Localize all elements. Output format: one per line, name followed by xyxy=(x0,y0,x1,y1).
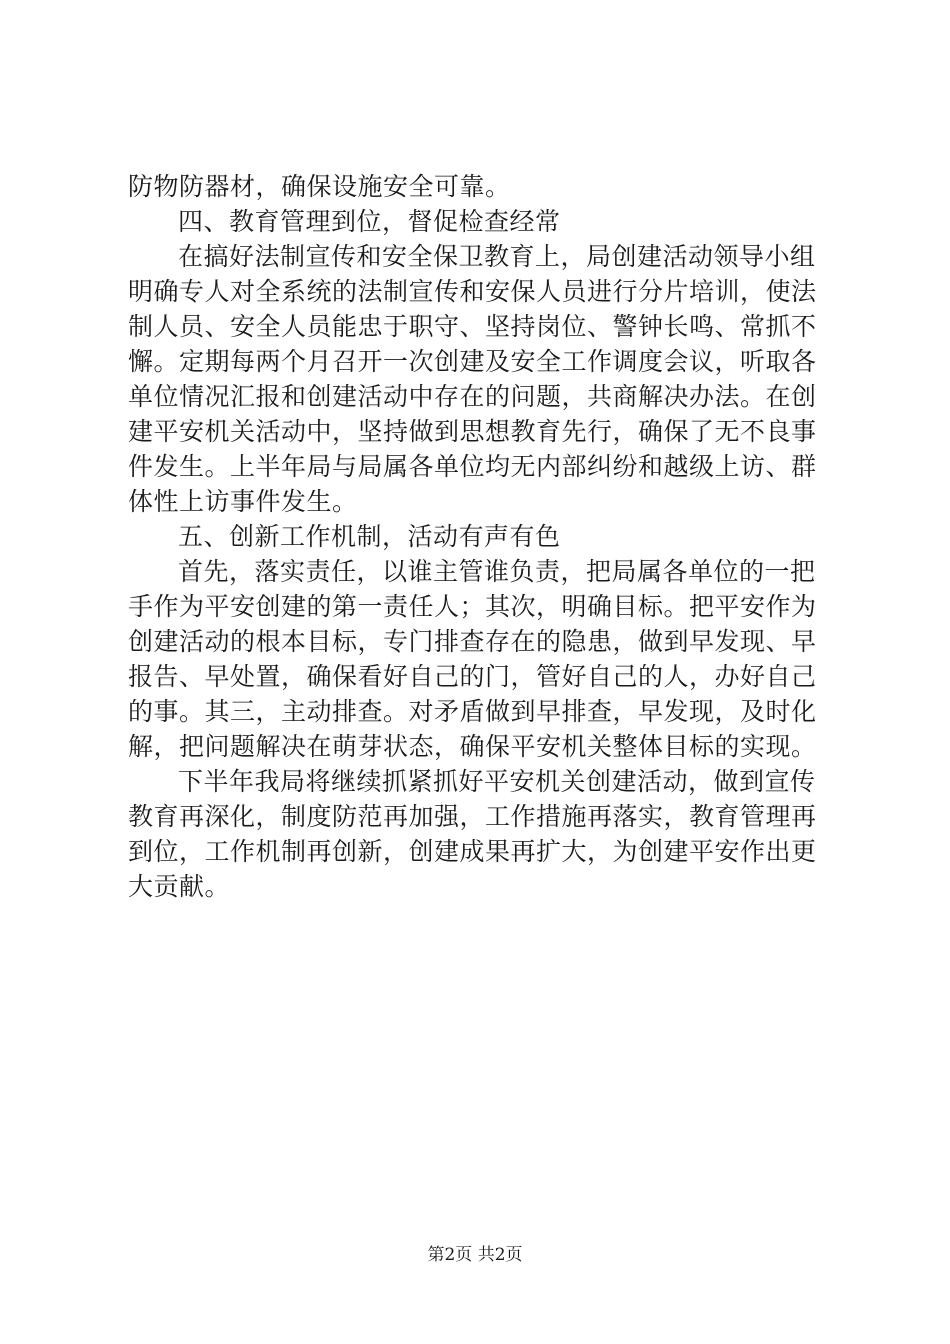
text-line: 首先，落实责任，以谁主管谁负责，把局属各单位的一把 xyxy=(178,557,816,586)
document-body xyxy=(128,169,838,904)
text-line: 解，把问题解决在萌芽状态，确保平安机关整体目标的实现。 xyxy=(128,732,817,761)
text-line: 的事。其三，主动排查。对矛盾做到早排查，早发现，及时化 xyxy=(128,697,817,726)
text-line: 下半年我局将继续抓紧抓好平安机关创建活动，做到宣传 xyxy=(178,767,816,796)
text-line: 体性上访事件发生。 xyxy=(128,487,358,516)
text-line: 制人员、安全人员能忠于职守、坚持岗位、警钟长鸣、常抓不 xyxy=(128,312,817,341)
text-line: 单位情况汇报和创建活动中存在的问题，共商解决办法。在创 xyxy=(128,382,817,411)
page-footer: 第2页 共2页 xyxy=(427,1245,523,1265)
text-line: 明确专人对全系统的法制宣传和安保人员进行分片培训，使法 xyxy=(128,277,817,306)
text-line: 报告、早处置，确保看好自己的门，管好自己的人，办好自己 xyxy=(128,662,817,691)
text-line: 懈。定期每两个月召开一次创建及安全工作调度会议，听取各 xyxy=(128,347,817,376)
text-line: 教育再深化，制度防范再加强，工作措施再落实，教育管理再 xyxy=(128,802,817,831)
text-line: 创建活动的根本目标，专门排查存在的隐患，做到早发现、早 xyxy=(128,627,817,656)
text-line: 到位，工作机制再创新，创建成果再扩大，为创建平安作出更 xyxy=(128,837,817,866)
text-line: 大贡献。 xyxy=(128,872,231,901)
text-line: 防物防器材，确保设施安全可靠。 xyxy=(128,172,511,201)
text-line: 五、创新工作机制，活动有声有色 xyxy=(178,522,561,551)
text-line: 在搞好法制宣传和安全保卫教育上，局创建活动领导小组 xyxy=(178,242,816,271)
text-line: 四、教育管理到位，督促检查经常 xyxy=(178,207,561,236)
text-line: 件发生。上半年局与局属各单位均无内部纠纷和越级上访、群 xyxy=(128,452,817,481)
text-line: 建平安机关活动中，坚持做到思想教育先行，确保了无不良事 xyxy=(128,417,817,446)
text-line: 手作为平安创建的第一责任人；其次，明确目标。把平安作为 xyxy=(128,592,817,621)
